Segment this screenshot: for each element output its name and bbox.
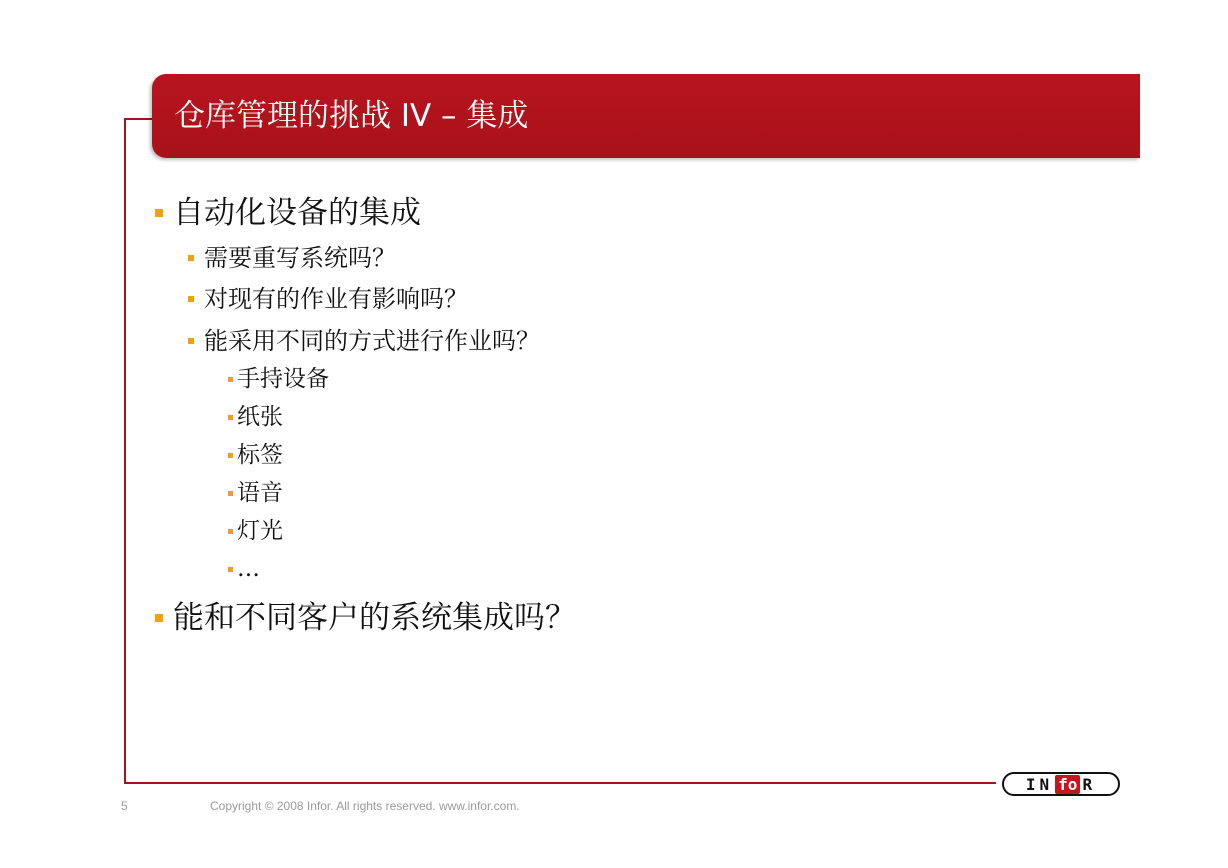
sub-sub-bullet-item [228,516,283,546]
sub-sub-bullet-item [228,364,329,394]
sub-bullet-text: 能采用不同的方式进行作业吗？ [204,327,540,355]
bullet-marker-icon [188,296,194,302]
bullet-marker-icon [155,614,163,622]
logo-suffix: R [1082,774,1097,794]
bullet-marker-icon [228,415,233,420]
logo-prefix: IN [1025,774,1054,794]
title-banner [152,74,1140,158]
sub-sub-bullet-text: 标签 [237,442,283,468]
bullet-text: 自动化设备的集成 [173,195,421,231]
sub-bullet-item [188,242,396,274]
sub-sub-bullet-item [228,554,260,584]
sub-sub-bullet-text: 手持设备 [237,366,329,392]
sub-bullet-item [188,283,468,315]
bullet-item [155,598,576,638]
sub-sub-bullet-text: … [237,556,260,582]
bullet-marker-icon [188,338,194,344]
frame-top-line [124,118,154,120]
infor-logo [1002,772,1120,796]
sub-sub-bullet-text: 灯光 [237,518,283,544]
frame-bottom-line [124,782,996,784]
sub-sub-bullet-item [228,440,283,470]
bullet-item [155,193,421,233]
bullet-marker-icon [228,567,233,572]
frame-left-line [124,118,126,784]
logo-highlight: fo [1055,775,1080,794]
copyright-text: Copyright © 2008 Infor. All rights reserved. www.infor.com. [210,799,520,813]
sub-sub-bullet-item [228,478,283,508]
sub-sub-bullet-text: 语音 [237,480,283,506]
bullet-marker-icon [228,453,233,458]
bullet-marker-icon [228,377,233,382]
bullet-marker-icon [228,529,233,534]
sub-bullet-text: 需要重写系统吗？ [204,244,396,272]
sub-bullet-item [188,325,540,357]
page-number: 5 [121,799,128,813]
bullet-text: 能和不同客户的系统集成吗？ [173,600,576,636]
bullet-marker-icon [155,209,163,217]
bullet-marker-icon [188,255,194,261]
slide-title: 仓库管理的挑战 IV – 集成 [174,98,529,134]
bullet-marker-icon [228,491,233,496]
sub-bullet-text: 对现有的作业有影响吗？ [204,285,468,313]
sub-sub-bullet-item [228,402,283,432]
sub-sub-bullet-text: 纸张 [237,404,283,430]
